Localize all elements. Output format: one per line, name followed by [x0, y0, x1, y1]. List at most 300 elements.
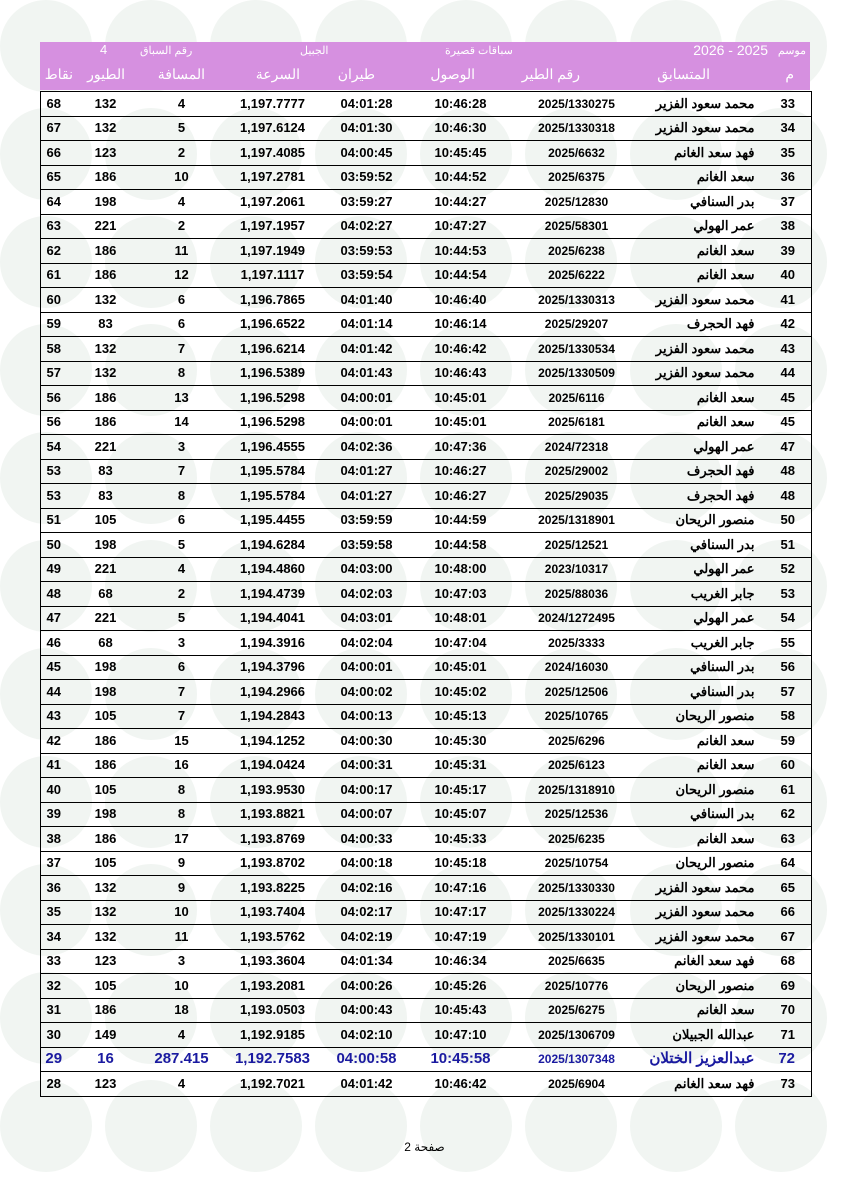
- cell-flight: 04:00:01: [327, 386, 407, 411]
- cell-arrival: 10:45:33: [407, 827, 515, 852]
- cell-rank: 59: [769, 729, 812, 754]
- cell-arrival: 10:46:34: [407, 949, 515, 974]
- cell-distance: 2: [145, 214, 219, 239]
- cell-points: 62: [41, 239, 67, 264]
- cell-ring: 2025/10776: [515, 974, 639, 999]
- cell-speed: 1,194.2966: [219, 680, 327, 705]
- cell-rank: 43: [769, 337, 812, 362]
- cell-ring: 2025/88036: [515, 582, 639, 607]
- cell-name: عمر الهولي: [639, 606, 769, 631]
- col-distance: المسافة: [157, 66, 205, 82]
- cell-rank: 64: [769, 851, 812, 876]
- cell-flight: 04:01:34: [327, 949, 407, 974]
- cell-speed: 1,196.7865: [219, 288, 327, 313]
- cell-rank: 56: [769, 655, 812, 680]
- cell-rank: 50: [769, 508, 812, 533]
- cell-distance: 6: [145, 508, 219, 533]
- cell-arrival: 10:46:27: [407, 459, 515, 484]
- col-points: نقاط: [44, 66, 73, 82]
- table-row: [41, 288, 812, 313]
- cell-birds: 186: [67, 998, 145, 1023]
- cell-birds: 221: [67, 606, 145, 631]
- cell-flight: 04:00:17: [327, 778, 407, 803]
- cell-arrival: 10:47:36: [407, 435, 515, 460]
- table-row: [41, 900, 812, 925]
- cell-points: 58: [41, 337, 67, 362]
- cell-distance: 6: [145, 288, 219, 313]
- cell-arrival: 10:47:04: [407, 631, 515, 656]
- cell-speed: 1,197.7777: [219, 92, 327, 117]
- cell-birds: 83: [67, 484, 145, 509]
- table-row: [41, 753, 812, 778]
- cell-arrival: 10:44:54: [407, 263, 515, 288]
- cell-ring: 2025/1330509: [515, 361, 639, 386]
- cell-ring: 2025/6296: [515, 729, 639, 754]
- cell-ring: 2025/29002: [515, 459, 639, 484]
- cell-arrival: 10:46:30: [407, 116, 515, 141]
- cell-distance: 8: [145, 778, 219, 803]
- cell-name: سعد الغانم: [639, 263, 769, 288]
- cell-rank: 34: [769, 116, 812, 141]
- cell-distance: 3: [145, 435, 219, 460]
- cell-distance: 4: [145, 92, 219, 117]
- cell-rank: 65: [769, 876, 812, 901]
- cell-arrival: 10:44:52: [407, 165, 515, 190]
- cell-distance: 7: [145, 337, 219, 362]
- cell-rank: 70: [769, 998, 812, 1023]
- cell-points: 56: [41, 410, 67, 435]
- cell-points: 40: [41, 778, 67, 803]
- cell-name: محمد سعود الفزير: [639, 288, 769, 313]
- table-row: [41, 778, 812, 803]
- cell-flight: 03:59:54: [327, 263, 407, 288]
- cell-flight: 04:00:02: [327, 680, 407, 705]
- cell-rank: 54: [769, 606, 812, 631]
- cell-distance: 10: [145, 165, 219, 190]
- cell-points: 53: [41, 484, 67, 509]
- cell-arrival: 10:47:03: [407, 582, 515, 607]
- cell-ring: 2024/1272495: [515, 606, 639, 631]
- cell-birds: 132: [67, 92, 145, 117]
- cell-birds: 198: [67, 190, 145, 215]
- col-ring: رقم الطير: [521, 66, 580, 82]
- cell-name: بدر السنافي: [639, 190, 769, 215]
- cell-arrival: 10:47:27: [407, 214, 515, 239]
- cell-distance: 2: [145, 141, 219, 166]
- cell-rank: 47: [769, 435, 812, 460]
- cell-distance: 4: [145, 1072, 219, 1097]
- cell-speed: 1,192.7021: [219, 1072, 327, 1097]
- cell-arrival: 10:44:53: [407, 239, 515, 264]
- cell-ring: 2023/10317: [515, 557, 639, 582]
- cell-name: بدر السنافي: [639, 655, 769, 680]
- cell-distance: 5: [145, 116, 219, 141]
- cell-distance: 5: [145, 606, 219, 631]
- col-flight: طيران: [337, 66, 375, 82]
- cell-birds: 198: [67, 802, 145, 827]
- cell-distance: 6: [145, 655, 219, 680]
- cell-name: فهد سعد الغانم: [639, 949, 769, 974]
- cell-arrival: 10:47:17: [407, 900, 515, 925]
- cell-birds: 132: [67, 337, 145, 362]
- cell-name: محمد سعود الفزير: [639, 337, 769, 362]
- cell-points: 51: [41, 508, 67, 533]
- cell-birds: 186: [67, 729, 145, 754]
- cell-flight: 04:00:43: [327, 998, 407, 1023]
- cell-speed: 1,193.0503: [219, 998, 327, 1023]
- cell-name: بدر السنافي: [639, 680, 769, 705]
- table-row: [41, 92, 812, 117]
- cell-flight: 03:59:27: [327, 190, 407, 215]
- cell-speed: 1,197.1117: [219, 263, 327, 288]
- cell-birds: 198: [67, 655, 145, 680]
- cell-ring: 2025/6635: [515, 949, 639, 974]
- cell-flight: 04:01:40: [327, 288, 407, 313]
- cell-arrival: 10:46:14: [407, 312, 515, 337]
- cell-name: جابر الغريب: [639, 631, 769, 656]
- cell-name: بدر السنافي: [639, 533, 769, 558]
- table-row: [41, 435, 812, 460]
- cell-ring: 2025/1330275: [515, 92, 639, 117]
- cell-distance: 17: [145, 827, 219, 852]
- table-row: [41, 655, 812, 680]
- cell-speed: 1,197.1949: [219, 239, 327, 264]
- cell-name: سعد الغانم: [639, 729, 769, 754]
- cell-speed: 1,196.4555: [219, 435, 327, 460]
- cell-rank: 57: [769, 680, 812, 705]
- cell-points: 29: [41, 1047, 67, 1072]
- cell-speed: 1,194.4739: [219, 582, 327, 607]
- cell-speed: 1,194.4041: [219, 606, 327, 631]
- cell-name: سعد الغانم: [639, 998, 769, 1023]
- cell-name: سعد الغانم: [639, 386, 769, 411]
- page-number: صفحة 2: [404, 1140, 445, 1154]
- cell-speed: 1,193.9530: [219, 778, 327, 803]
- cell-points: 41: [41, 753, 67, 778]
- cell-birds: 123: [67, 949, 145, 974]
- season-value: 2026 - 2025: [693, 42, 768, 58]
- cell-birds: 132: [67, 116, 145, 141]
- cell-speed: 1,194.0424: [219, 753, 327, 778]
- col-arrival: الوصول: [430, 66, 475, 82]
- cell-arrival: 10:44:58: [407, 533, 515, 558]
- cell-points: 49: [41, 557, 67, 582]
- cell-flight: 04:02:27: [327, 214, 407, 239]
- cell-flight: 04:02:19: [327, 925, 407, 950]
- cell-birds: 221: [67, 557, 145, 582]
- cell-rank: 68: [769, 949, 812, 974]
- cell-points: 42: [41, 729, 67, 754]
- cell-points: 30: [41, 1023, 67, 1048]
- cell-points: 61: [41, 263, 67, 288]
- cell-rank: 45: [769, 410, 812, 435]
- cell-arrival: 10:48:01: [407, 606, 515, 631]
- cell-rank: 69: [769, 974, 812, 999]
- cell-ring: 2024/72318: [515, 435, 639, 460]
- cell-speed: 1,197.2781: [219, 165, 327, 190]
- cell-birds: 105: [67, 974, 145, 999]
- cell-flight: 03:59:59: [327, 508, 407, 533]
- cell-rank: 36: [769, 165, 812, 190]
- cell-birds: 221: [67, 214, 145, 239]
- race-number-label: رقم السباق: [140, 45, 193, 57]
- cell-speed: 1,195.4455: [219, 508, 327, 533]
- table-row: [41, 1072, 812, 1097]
- cell-points: 44: [41, 680, 67, 705]
- cell-flight: 03:59:58: [327, 533, 407, 558]
- cell-flight: 04:01:42: [327, 1072, 407, 1097]
- table-row: [41, 337, 812, 362]
- cell-name: عمر الهولي: [639, 557, 769, 582]
- cell-speed: 1,195.5784: [219, 459, 327, 484]
- cell-speed: 1,194.3796: [219, 655, 327, 680]
- cell-distance: 4: [145, 1023, 219, 1048]
- cell-birds: 186: [67, 165, 145, 190]
- cell-arrival: 10:45:01: [407, 386, 515, 411]
- cell-name: عمر الهولي: [639, 214, 769, 239]
- cell-points: 33: [41, 949, 67, 974]
- cell-flight: 04:00:01: [327, 410, 407, 435]
- table-row: [41, 631, 812, 656]
- cell-rank: 53: [769, 582, 812, 607]
- cell-arrival: 10:46:42: [407, 337, 515, 362]
- cell-distance: 15: [145, 729, 219, 754]
- cell-ring: 2025/6904: [515, 1072, 639, 1097]
- cell-rank: 72: [769, 1047, 812, 1072]
- cell-birds: 105: [67, 851, 145, 876]
- cell-arrival: 10:46:40: [407, 288, 515, 313]
- cell-points: 63: [41, 214, 67, 239]
- cell-points: 53: [41, 459, 67, 484]
- cell-arrival: 10:46:42: [407, 1072, 515, 1097]
- cell-flight: 03:59:53: [327, 239, 407, 264]
- cell-distance: 18: [145, 998, 219, 1023]
- table-row: [41, 582, 812, 607]
- results-table: [40, 91, 812, 1097]
- table-row: [41, 190, 812, 215]
- cell-speed: 1,193.8225: [219, 876, 327, 901]
- cell-birds: 68: [67, 631, 145, 656]
- cell-flight: 04:01:30: [327, 116, 407, 141]
- table-row: [41, 876, 812, 901]
- cell-name: منصور الريحان: [639, 974, 769, 999]
- cell-birds: 105: [67, 778, 145, 803]
- cell-rank: 37: [769, 190, 812, 215]
- cell-points: 65: [41, 165, 67, 190]
- table-row: [41, 165, 812, 190]
- cell-flight: 04:00:13: [327, 704, 407, 729]
- cell-name: جابر الغريب: [639, 582, 769, 607]
- cell-points: 48: [41, 582, 67, 607]
- cell-birds: 221: [67, 435, 145, 460]
- cell-ring: 2025/29035: [515, 484, 639, 509]
- cell-arrival: 10:45:18: [407, 851, 515, 876]
- cell-name: منصور الريحان: [639, 778, 769, 803]
- cell-arrival: 10:44:27: [407, 190, 515, 215]
- cell-distance: 13: [145, 386, 219, 411]
- cell-birds: 105: [67, 704, 145, 729]
- cell-points: 59: [41, 312, 67, 337]
- cell-points: 67: [41, 116, 67, 141]
- cell-distance: 8: [145, 484, 219, 509]
- cell-arrival: 10:45:31: [407, 753, 515, 778]
- cell-birds: 16: [67, 1047, 145, 1072]
- cell-distance: 5: [145, 533, 219, 558]
- cell-birds: 186: [67, 239, 145, 264]
- cell-name: محمد سعود الفزير: [639, 925, 769, 950]
- cell-name: سعد الغانم: [639, 753, 769, 778]
- cell-flight: 04:01:14: [327, 312, 407, 337]
- cell-speed: 1,194.6284: [219, 533, 327, 558]
- cell-rank: 39: [769, 239, 812, 264]
- cell-arrival: 10:45:17: [407, 778, 515, 803]
- cell-points: 54: [41, 435, 67, 460]
- cell-name: منصور الريحان: [639, 704, 769, 729]
- table-row: [41, 704, 812, 729]
- table-row: [41, 141, 812, 166]
- cell-points: 38: [41, 827, 67, 852]
- cell-flight: 04:00:58: [327, 1047, 407, 1072]
- cell-flight: 04:01:27: [327, 484, 407, 509]
- table-row: [41, 925, 812, 950]
- cell-birds: 132: [67, 288, 145, 313]
- cell-birds: 186: [67, 386, 145, 411]
- cell-distance: 11: [145, 239, 219, 264]
- cell-flight: 04:01:27: [327, 459, 407, 484]
- cell-points: 64: [41, 190, 67, 215]
- cell-birds: 198: [67, 680, 145, 705]
- cell-ring: 2025/1307348: [515, 1047, 639, 1072]
- cell-arrival: 10:47:10: [407, 1023, 515, 1048]
- cell-arrival: 10:44:59: [407, 508, 515, 533]
- cell-ring: 2025/1330313: [515, 288, 639, 313]
- cell-birds: 186: [67, 263, 145, 288]
- cell-birds: 186: [67, 410, 145, 435]
- cell-flight: 04:02:36: [327, 435, 407, 460]
- table-row: [41, 998, 812, 1023]
- cell-rank: 48: [769, 484, 812, 509]
- cell-ring: 2025/6235: [515, 827, 639, 852]
- cell-points: 60: [41, 288, 67, 313]
- cell-speed: 1,194.3916: [219, 631, 327, 656]
- cell-name: منصور الريحان: [639, 851, 769, 876]
- cell-speed: 1,193.7404: [219, 900, 327, 925]
- cell-name: عمر الهولي: [639, 435, 769, 460]
- cell-distance: 2: [145, 582, 219, 607]
- cell-rank: 48: [769, 459, 812, 484]
- cell-points: 36: [41, 876, 67, 901]
- cell-flight: 04:03:01: [327, 606, 407, 631]
- table-row: [41, 214, 812, 239]
- cell-flight: 04:01:43: [327, 361, 407, 386]
- table-row: [41, 410, 812, 435]
- cell-name: فهد الحجرف: [639, 312, 769, 337]
- table-row: [41, 459, 812, 484]
- cell-distance: 14: [145, 410, 219, 435]
- cell-birds: 68: [67, 582, 145, 607]
- table-row: [41, 680, 812, 705]
- cell-ring: 2025/1330534: [515, 337, 639, 362]
- cell-rank: 40: [769, 263, 812, 288]
- cell-ring: 2025/1330224: [515, 900, 639, 925]
- cell-name: سعد الغانم: [639, 165, 769, 190]
- cell-birds: 186: [67, 827, 145, 852]
- table-row: [41, 729, 812, 754]
- cell-rank: 35: [769, 141, 812, 166]
- cell-ring: 2025/6632: [515, 141, 639, 166]
- cell-flight: 04:02:17: [327, 900, 407, 925]
- cell-rank: 44: [769, 361, 812, 386]
- cell-points: 34: [41, 925, 67, 950]
- cell-ring: 2025/6181: [515, 410, 639, 435]
- cell-ring: 2025/1318910: [515, 778, 639, 803]
- cell-distance: 7: [145, 680, 219, 705]
- cell-birds: 123: [67, 141, 145, 166]
- table-row: [41, 239, 812, 264]
- cell-points: 50: [41, 533, 67, 558]
- cell-ring: 2025/1330318: [515, 116, 639, 141]
- cell-arrival: 10:47:16: [407, 876, 515, 901]
- cell-ring: 2025/6222: [515, 263, 639, 288]
- table-row: [41, 533, 812, 558]
- cell-points: 68: [41, 92, 67, 117]
- cell-flight: 04:00:31: [327, 753, 407, 778]
- table-row: [41, 263, 812, 288]
- cell-name: عبدالعزيز الختلان: [639, 1047, 769, 1072]
- cell-points: 39: [41, 802, 67, 827]
- cell-arrival: 10:47:19: [407, 925, 515, 950]
- cell-ring: 2025/1330101: [515, 925, 639, 950]
- cell-name: سعد الغانم: [639, 827, 769, 852]
- cell-flight: 04:00:33: [327, 827, 407, 852]
- cell-birds: 186: [67, 753, 145, 778]
- cell-rank: 58: [769, 704, 812, 729]
- cell-birds: 149: [67, 1023, 145, 1048]
- cell-speed: 1,196.5298: [219, 410, 327, 435]
- cell-rank: 73: [769, 1072, 812, 1097]
- cell-ring: 2024/16030: [515, 655, 639, 680]
- cell-arrival: 10:45:13: [407, 704, 515, 729]
- cell-speed: 1,193.8702: [219, 851, 327, 876]
- cell-flight: 04:00:01: [327, 655, 407, 680]
- cell-distance: 8: [145, 361, 219, 386]
- table-row: [41, 312, 812, 337]
- cell-distance: 16: [145, 753, 219, 778]
- cell-points: 47: [41, 606, 67, 631]
- cell-ring: 2025/58301: [515, 214, 639, 239]
- cell-arrival: 10:46:28: [407, 92, 515, 117]
- cell-distance: 7: [145, 704, 219, 729]
- table-row: [41, 974, 812, 999]
- cell-birds: 132: [67, 361, 145, 386]
- cell-rank: 61: [769, 778, 812, 803]
- cell-rank: 62: [769, 802, 812, 827]
- table-row: [41, 116, 812, 141]
- cell-rank: 71: [769, 1023, 812, 1048]
- cell-name: محمد سعود الفزير: [639, 116, 769, 141]
- cell-ring: 2025/29207: [515, 312, 639, 337]
- cell-birds: 83: [67, 312, 145, 337]
- cell-rank: 45: [769, 386, 812, 411]
- cell-rank: 41: [769, 288, 812, 313]
- cell-speed: 1,192.9185: [219, 1023, 327, 1048]
- cell-rank: 38: [769, 214, 812, 239]
- cell-speed: 1,194.4860: [219, 557, 327, 582]
- cell-points: 57: [41, 361, 67, 386]
- cell-ring: 2025/6123: [515, 753, 639, 778]
- cell-ring: 2025/10754: [515, 851, 639, 876]
- table-row: [41, 557, 812, 582]
